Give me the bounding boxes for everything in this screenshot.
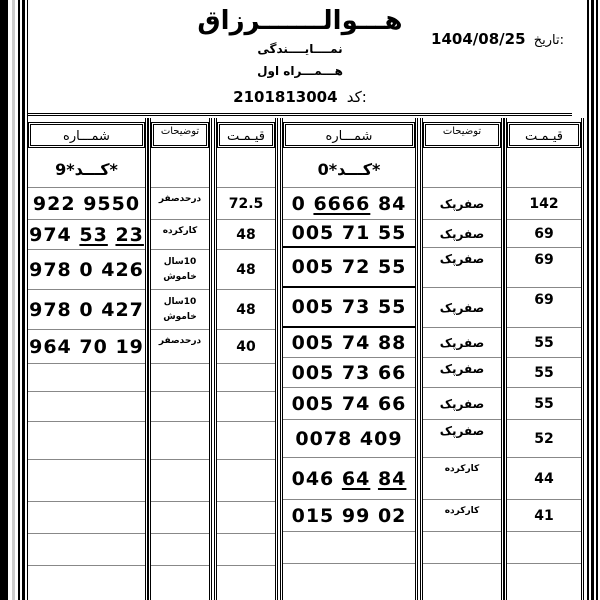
date-value: 1404/08/25: [431, 30, 526, 48]
left-group-label: کـــد*9*: [28, 152, 145, 188]
right-row-7-desc: صفرپک: [423, 388, 501, 420]
right-row-2-price: 69: [507, 220, 581, 248]
left-empty-row: [28, 422, 145, 460]
agency-code-value: 2101813004: [233, 88, 338, 106]
right-row-1-number: 0 6666 84: [283, 188, 415, 220]
right-row-9-number: 046 64 84: [283, 458, 415, 500]
right-row-8-number: 0078 409: [283, 420, 415, 458]
page-edge-left: [0, 0, 8, 600]
left-row-1-number: 922 9550: [28, 188, 145, 220]
left-row-2-desc: کارکرده: [151, 220, 209, 250]
right-price-empty: [507, 152, 581, 188]
subtitle-agency: نمــــایــــندگی: [257, 42, 343, 56]
left-empty-row: [217, 364, 275, 392]
document-header: [28, 0, 572, 116]
border-line: [22, 0, 25, 600]
left-row-3-price: 48: [217, 250, 275, 290]
right-group-label: کـــد*0*: [283, 152, 415, 188]
right-row-9-desc: کارکرده: [423, 458, 501, 500]
right-row-10-price: 41: [507, 500, 581, 532]
left-row-2-number: 974 53 23: [28, 220, 145, 250]
left-number-column: [28, 118, 148, 600]
right-table: [280, 118, 586, 600]
left-empty-row: [151, 364, 209, 392]
document-date: [431, 30, 564, 48]
left-empty-row: [151, 422, 209, 460]
right-empty-row: [283, 532, 415, 564]
right-row-2-desc: صفرپک: [423, 220, 501, 248]
right-row-6-desc: صفرپک: [423, 358, 501, 388]
left-row-4-desc: 10سال خاموش: [151, 290, 209, 330]
right-row-2-number: 005 71 55: [283, 220, 415, 248]
left-empty-row: [217, 534, 275, 566]
right-row-3-desc: صفرپک: [423, 248, 501, 288]
date-label: تاریخ:: [533, 33, 564, 48]
right-desc-column: [420, 118, 504, 600]
right-empty-row: [507, 532, 581, 564]
right-desc-empty: [423, 152, 501, 188]
right-desc-header: توضیحات: [423, 122, 501, 148]
left-row-2-price: 48: [217, 220, 275, 250]
left-empty-row: [217, 392, 275, 422]
left-row-1-desc: درحدصفر: [151, 188, 209, 220]
left-empty-row: [151, 392, 209, 422]
left-number-header: شمـــاره: [28, 122, 145, 148]
right-row-4-number: 005 73 55: [283, 288, 415, 328]
border-line: [18, 0, 20, 600]
left-empty-row: [28, 502, 145, 534]
right-row-6-price: 55: [507, 358, 581, 388]
right-row-9-price: 44: [507, 458, 581, 500]
left-price-empty: [217, 152, 275, 188]
right-row-5-number: 005 74 88: [283, 328, 415, 358]
right-row-7-number: 005 74 66: [283, 388, 415, 420]
left-empty-row: [217, 502, 275, 534]
left-empty-row: [28, 534, 145, 566]
right-row-1-price: 142: [507, 188, 581, 220]
left-desc-header: توضیحات: [151, 122, 209, 148]
left-row-3-desc: 10سال خاموش: [151, 250, 209, 290]
right-empty-row: [423, 532, 501, 564]
left-empty-row: [151, 460, 209, 502]
left-empty-row: [217, 422, 275, 460]
border-line: [591, 0, 594, 600]
left-row-5-price: 40: [217, 330, 275, 364]
right-price-header: قیـمـت: [507, 122, 581, 148]
left-empty-row: [28, 460, 145, 502]
right-row-3-number: 005 72 55: [283, 248, 415, 288]
left-row-5-desc: درحدصفر: [151, 330, 209, 364]
right-price-column: [504, 118, 584, 600]
right-row-1-desc: صفرپک: [423, 188, 501, 220]
right-row-6-number: 005 73 66: [283, 358, 415, 388]
agency-code-label: کد:: [346, 88, 367, 106]
left-desc-column: [148, 118, 212, 600]
left-row-4-number: 978 0 427: [28, 290, 145, 330]
left-price-column: [214, 118, 278, 600]
border-line: [596, 0, 598, 600]
left-empty-row: [151, 502, 209, 534]
right-row-8-price: 52: [507, 420, 581, 458]
page-edge-left-inner: [12, 0, 15, 600]
right-row-10-number: 015 99 02: [283, 500, 415, 532]
left-row-3-number: 978 0 426: [28, 250, 145, 290]
right-row-3-price: 69: [507, 248, 581, 288]
left-row-4-price: 48: [217, 290, 275, 330]
left-price-header: قیـمـت: [217, 122, 275, 148]
left-empty-row: [151, 534, 209, 566]
right-row-5-desc: صفرپک: [423, 328, 501, 358]
right-row-4-price: 69: [507, 288, 581, 328]
agency-code: [28, 88, 572, 106]
left-empty-row: [28, 364, 145, 392]
document-title: هـــوالـــــــرزاق: [197, 6, 403, 36]
right-number-column: [280, 118, 418, 600]
right-row-10-desc: کارکرده: [423, 500, 501, 532]
right-row-5-price: 55: [507, 328, 581, 358]
left-desc-empty: [151, 152, 209, 188]
left-empty-row: [217, 460, 275, 502]
subtitle-operator: هـــمـــراه اول: [257, 64, 343, 78]
right-row-4-desc: صفرپک: [423, 288, 501, 328]
right-row-8-desc: صفرپک: [423, 420, 501, 458]
left-row-5-number: 964 70 19: [28, 330, 145, 364]
right-row-7-price: 55: [507, 388, 581, 420]
left-row-1-price: 72.5: [217, 188, 275, 220]
left-table: [28, 118, 278, 600]
right-number-header: شمـــاره: [283, 122, 415, 148]
left-empty-row: [28, 392, 145, 422]
border-line: [587, 0, 589, 600]
